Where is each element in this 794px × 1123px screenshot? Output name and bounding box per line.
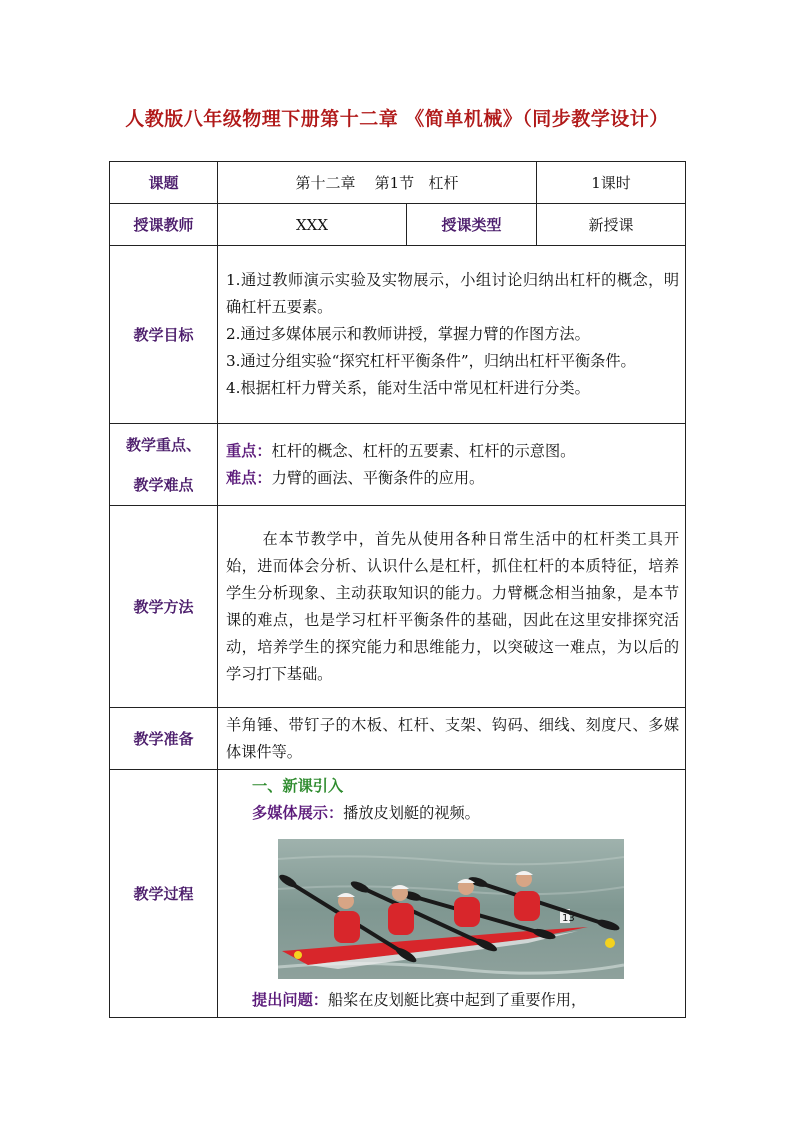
course-label: 课题 [110, 162, 218, 204]
process-label: 教学过程 [110, 770, 218, 1018]
svg-text:13: 13 [562, 913, 575, 924]
method-row [110, 506, 686, 708]
key-points-cell [218, 424, 686, 506]
key-points-label-line2: 教学难点 [133, 475, 194, 494]
teacher-row [110, 204, 686, 246]
kayak-race-photo [278, 839, 624, 979]
focus-text: 杠杆的概念、杠杆的五要素、杠杆的示意图。 [271, 441, 576, 460]
course-row [110, 162, 686, 204]
media-text: 播放皮划艇的视频。 [343, 804, 480, 822]
teacher-label: 授课教师 [110, 204, 218, 246]
focus-line [226, 438, 679, 465]
method-label: 教学方法 [110, 506, 218, 708]
course-hours: 1课时 [537, 162, 686, 204]
lesson-type-label: 授课类型 [407, 204, 537, 246]
teacher-value: XXX [218, 204, 407, 246]
document-title: 人教版八年级物理下册第十二章 《简单机械》（同步教学设计） [125, 108, 669, 130]
media-line [252, 800, 679, 827]
lesson-plan-table [109, 161, 686, 1018]
preparation-text: 羊角锤、带钉子的木板、杠杆、支架、钩码、细线、刻度尺、多媒体课件等。 [226, 715, 680, 761]
objectives-label: 教学目标 [110, 246, 218, 424]
question-text: 船桨在皮划艇比赛中起到了重要作用， [327, 991, 587, 1009]
objective-item: 2.通过多媒体展示和教师讲授，掌握力臂的作图方法。 [226, 325, 590, 343]
difficulty-text: 力臂的画法、平衡条件的应用。 [271, 468, 485, 487]
objective-item: 1.通过教师演示实验及实物展示，小组讨论归纳出杠杆的概念，明确杠杆五要素。 [226, 271, 680, 316]
objectives-row [110, 246, 686, 424]
process-cell [218, 770, 686, 1018]
media-key: 多媒体展示： [252, 804, 344, 822]
process-row [110, 770, 686, 1018]
lesson-type-value: 新授课 [537, 204, 686, 246]
key-points-label [110, 424, 218, 506]
objective-item: 4.根据杠杆力臂关系，能对生活中常见杠杆进行分类。 [226, 379, 590, 397]
key-points-label-line1: 教学重点、 [125, 435, 201, 454]
preparation-row [110, 708, 686, 770]
difficulty-line [226, 465, 679, 492]
objectives-cell [218, 246, 686, 424]
key-points-row [110, 424, 686, 506]
method-text: 在本节教学中，首先从使用各种日常生活中的杠杆类工具开始，进而体会分析、认识什么是杠杆，抓住杠杆的本质特征，培养学生分析现象、主动获取知识的能力。力臂概念相当抽象，是本节课的难点，也是学习杠杆平衡条件的基础，因此在这里安排探究活动，培养学生的探究能力和思维能力，以突破这一难点，为以后的学习打下基础。 [226, 529, 680, 683]
difficulty-key: 难点： [226, 468, 272, 487]
course-value: 第十二章 第1节 杠杆 [218, 162, 537, 204]
question-key: 提出问题： [252, 991, 328, 1009]
objective-item: 3.通过分组实验“探究杠杆平衡条件”，归纳出杠杆平衡条件。 [226, 352, 636, 370]
preparation-label: 教学准备 [110, 708, 218, 770]
focus-key: 重点： [226, 441, 272, 460]
question-line [252, 987, 679, 1014]
preparation-cell [218, 708, 686, 770]
section-heading: 一、新课引入 [252, 777, 344, 795]
method-cell [218, 506, 686, 708]
